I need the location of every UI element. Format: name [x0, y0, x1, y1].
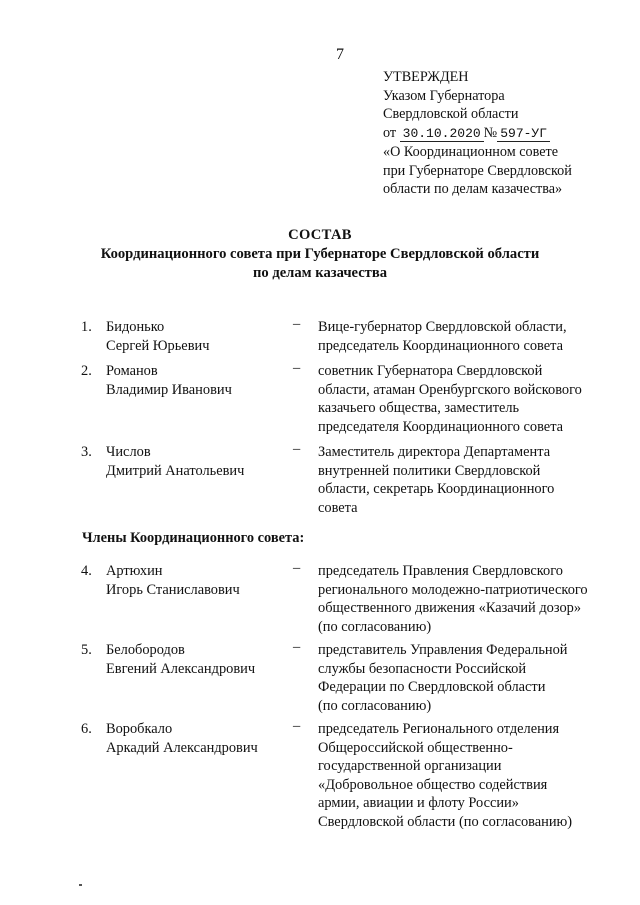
- scan-speck: [79, 884, 82, 886]
- member-given-names: Аркадий Александрович: [106, 739, 258, 756]
- dash-separator: –: [293, 316, 301, 332]
- position-line: (по согласованию): [318, 618, 432, 635]
- dash-separator: –: [293, 360, 301, 376]
- position-line: Федерации по Свердловской области: [318, 679, 546, 695]
- member-position: [318, 641, 608, 715]
- position-line: области, секретарь Координационного: [318, 481, 555, 497]
- member-given-names: Евгений Александрович: [106, 660, 256, 677]
- approval-line: Указом Губернатора: [383, 87, 505, 104]
- position-line: Заместитель директора Департамента: [318, 444, 551, 460]
- position-line: председателя Координационного совета: [318, 418, 564, 435]
- member-position: [318, 362, 608, 436]
- position-line: представитель Управления Федеральной: [318, 642, 568, 658]
- order-number-sign: №: [483, 124, 498, 141]
- decree-title-line: «О Координационном совете: [383, 144, 559, 160]
- position-line: армии, авиации и флоту России»: [318, 795, 519, 811]
- member-surname: Числов: [106, 444, 151, 460]
- position-line: области, атаман Оренбургского войскового: [318, 381, 582, 398]
- member-name: [106, 641, 255, 678]
- position-line: председатель Регионального отделения: [318, 721, 560, 737]
- member-surname: Романов: [106, 363, 158, 379]
- member-position: [318, 443, 608, 517]
- member-given-names: Владимир Иванович: [106, 381, 232, 398]
- position-line: регионального молодежно-патриотического: [318, 581, 588, 598]
- position-line: председатель Правления Свердловского: [318, 563, 563, 579]
- member-position: [318, 318, 608, 355]
- document-title: [0, 226, 640, 283]
- position-line: (по согласованию): [318, 697, 432, 714]
- position-line: Свердловской области (по согласованию): [318, 813, 573, 830]
- member-name: [106, 720, 258, 757]
- page-number: 7: [336, 46, 344, 63]
- position-line: Вице-губернатор Свердловской области,: [318, 319, 567, 335]
- position-line: председатель Координационного совета: [318, 337, 563, 354]
- position-line: казачьего общества, заместитель: [318, 400, 520, 416]
- member-number: 5.: [81, 642, 92, 658]
- member-number: 6.: [81, 721, 92, 737]
- approval-stamp: [383, 68, 633, 199]
- member-surname: Воробкало: [106, 721, 173, 737]
- dash-separator: –: [293, 441, 301, 457]
- member-name: [106, 443, 244, 480]
- member-number: 2.: [81, 363, 92, 379]
- dash-separator: –: [293, 639, 301, 655]
- position-line: государственной организации: [318, 758, 502, 774]
- title-line: по делам казачества: [252, 265, 388, 281]
- dash-separator: –: [293, 718, 301, 734]
- position-line: совета: [318, 499, 358, 516]
- position-line: Общероссийской общественно-: [318, 739, 513, 756]
- position-line: внутренней политики Свердловской: [318, 462, 541, 479]
- member-name: [106, 362, 232, 399]
- member-number: 3.: [81, 444, 92, 460]
- order-date: 30.10.2020: [400, 126, 484, 142]
- member-given-names: Игорь Станиславович: [106, 581, 240, 598]
- member-position: [318, 720, 608, 831]
- order-prefix: от: [383, 124, 397, 141]
- position-line: «Добровольное общество содействия: [318, 776, 548, 793]
- position-line: общественного движения «Казачий дозор»: [318, 600, 582, 616]
- approval-line: УТВЕРЖДЕН: [383, 69, 469, 85]
- member-given-names: Дмитрий Анатольевич: [106, 462, 245, 479]
- decree-title-line: области по делам казачества»: [383, 181, 563, 197]
- member-name: [106, 562, 240, 599]
- member-given-names: Сергей Юрьевич: [106, 337, 210, 354]
- member-surname: Белобородов: [106, 642, 185, 658]
- dash-separator: –: [293, 560, 301, 576]
- position-line: службы безопасности Российской: [318, 660, 527, 677]
- order-number: 597-УГ: [497, 126, 550, 142]
- members-heading: Члены Координационного совета:: [82, 530, 305, 546]
- member-name: [106, 318, 209, 355]
- order-reference: [383, 124, 633, 144]
- approval-line: Свердловской области: [383, 106, 519, 122]
- member-surname: Артюхин: [106, 563, 163, 579]
- member-surname: Бидонько: [106, 319, 165, 335]
- member-number: 1.: [81, 319, 92, 335]
- position-line: советник Губернатора Свердловской: [318, 363, 543, 379]
- member-position: [318, 562, 608, 636]
- title-line: СОСТАВ: [288, 227, 352, 243]
- decree-title-line: при Губернаторе Свердловской: [383, 162, 572, 179]
- title-line: Координационного совета при Губернаторе Свердловской области: [100, 246, 540, 262]
- member-number: 4.: [81, 563, 92, 579]
